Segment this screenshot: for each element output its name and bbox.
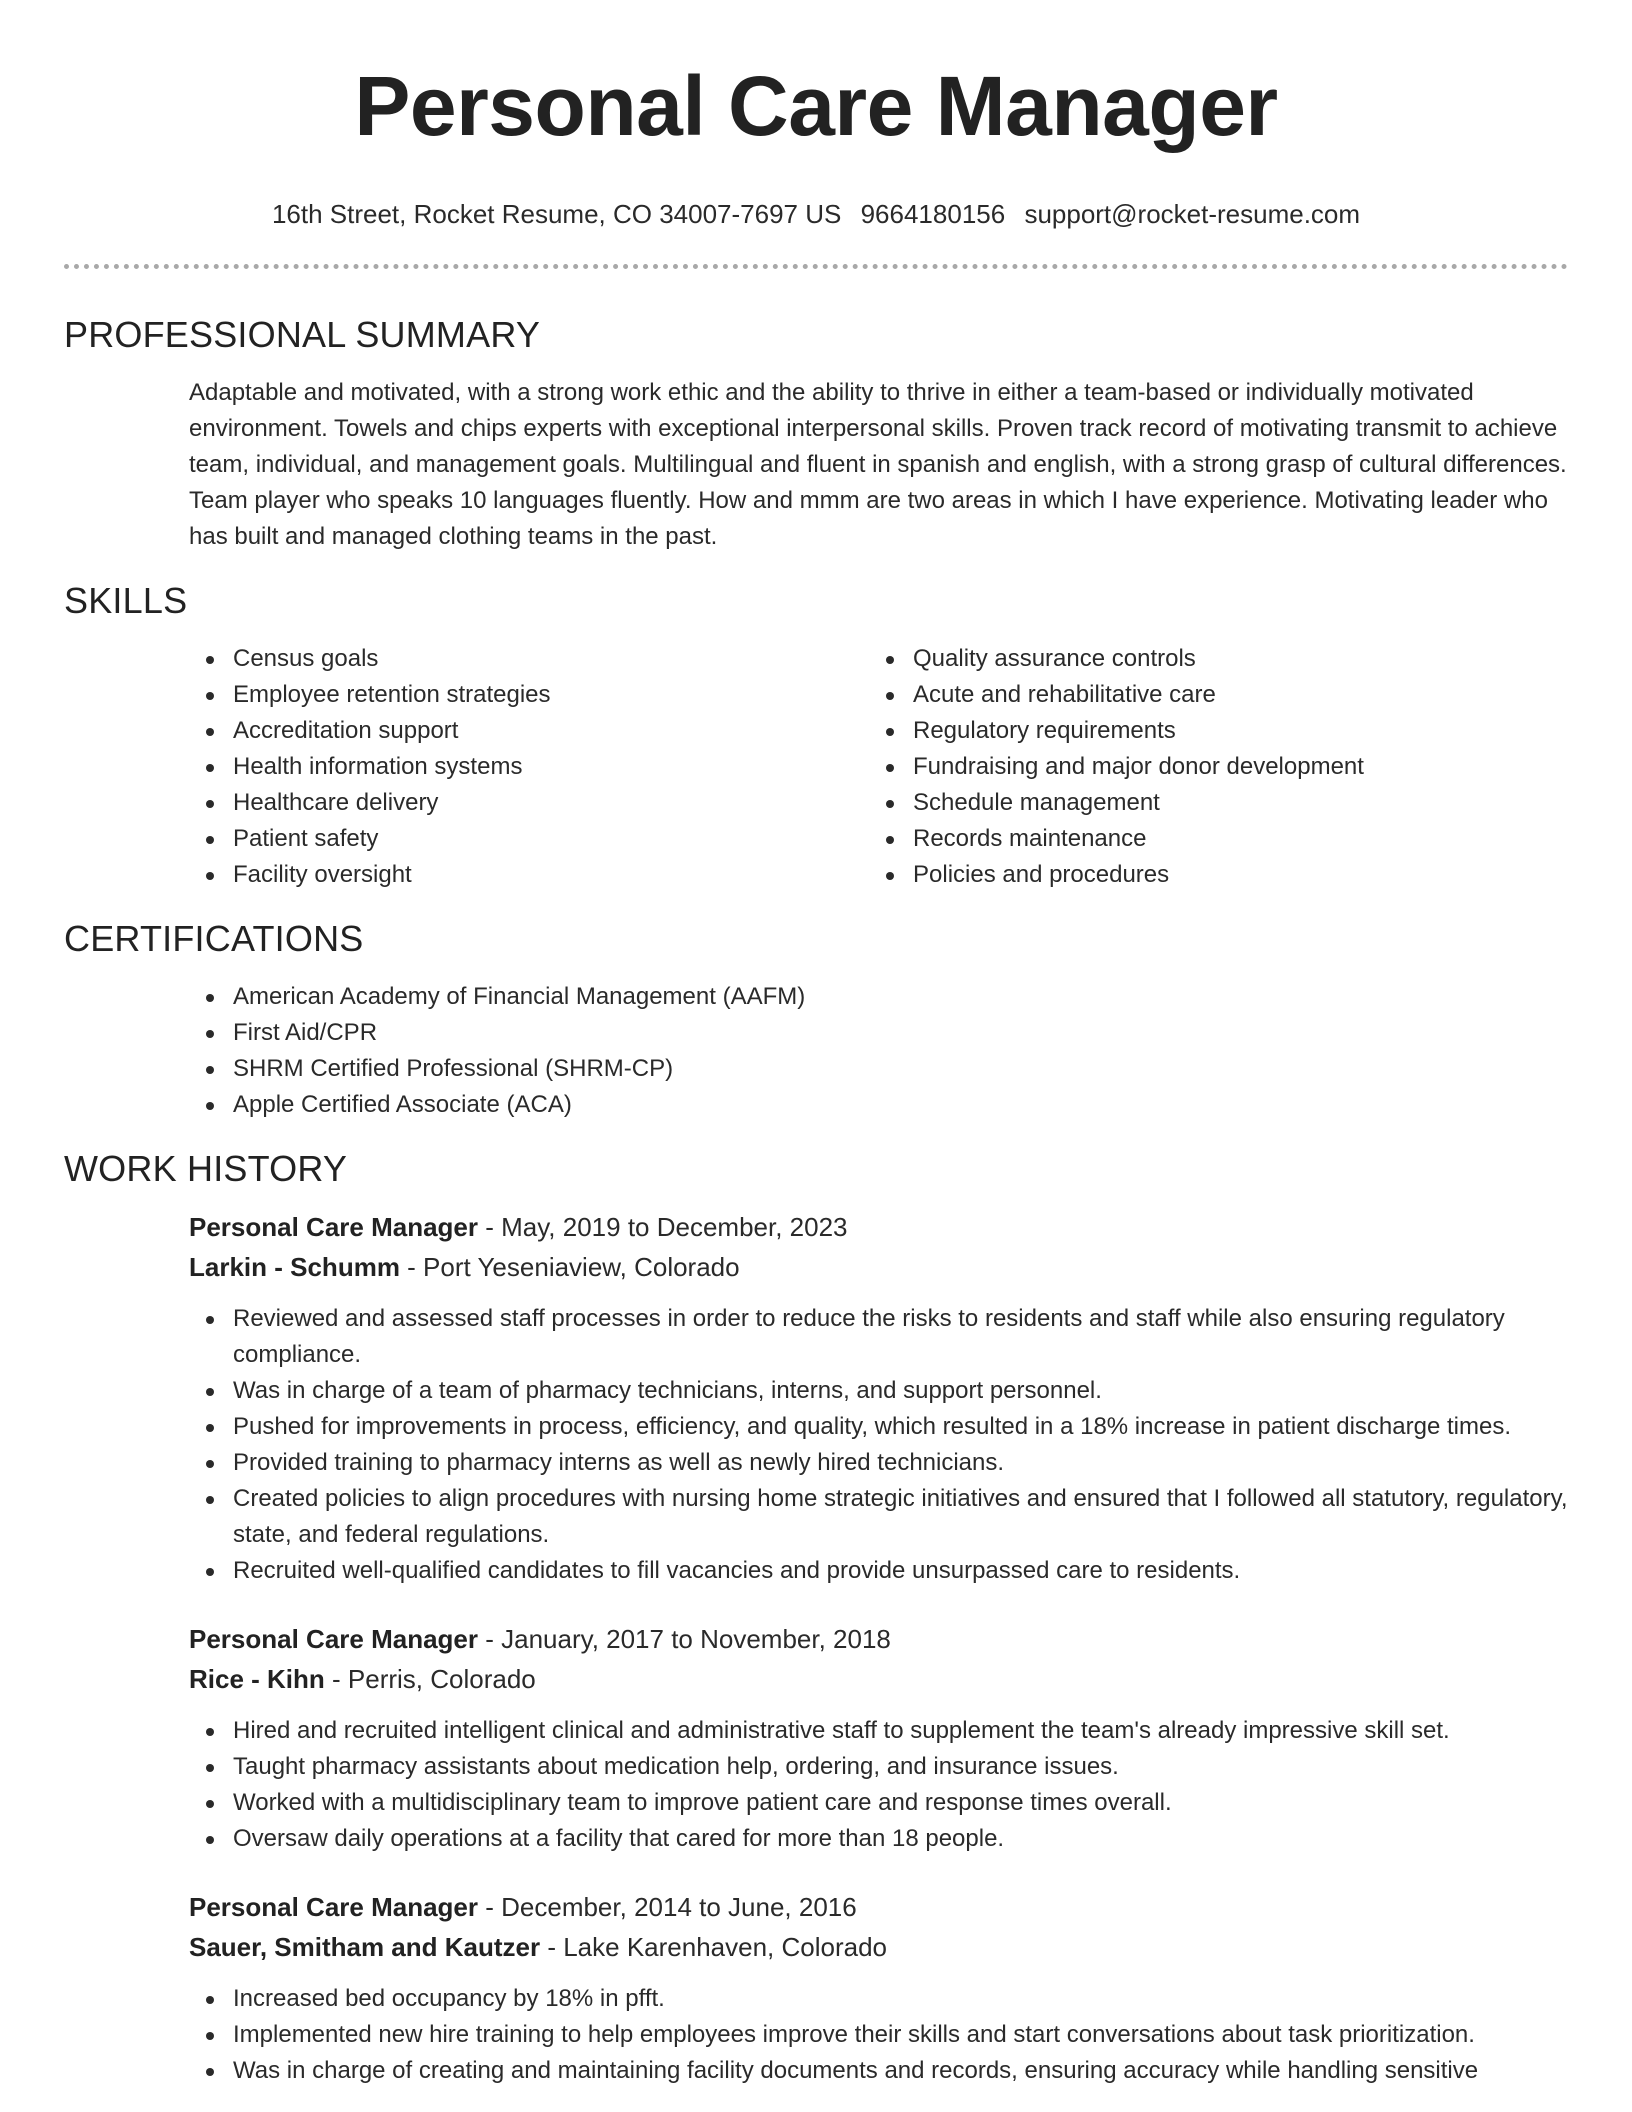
summary-heading: PROFESSIONAL SUMMARY bbox=[64, 314, 541, 355]
job-bullet: Was in charge of a team of pharmacy technicians, interns, and support personnel. bbox=[189, 1373, 1568, 1409]
job-bullet: Created policies to align procedures with nursing home strategic initiatives and ensured that I followed all statutory, regulatory, state, and federal regulations. bbox=[189, 1481, 1568, 1553]
skill-item: Acute and rehabilitative care bbox=[869, 677, 1549, 713]
job-location: - Lake Karenhaven, Colorado bbox=[540, 1932, 887, 1962]
certification-item: American Academy of Financial Management (AAFM) bbox=[189, 979, 1568, 1015]
contact-line bbox=[0, 198, 1632, 230]
skills-heading: SKILLS bbox=[64, 580, 188, 621]
job-title-line bbox=[189, 1619, 1568, 1659]
job-title-line bbox=[189, 1887, 1568, 1927]
skill-item: Census goals bbox=[189, 641, 869, 677]
skill-item: Health information systems bbox=[189, 749, 869, 785]
certifications-heading: CERTIFICATIONS bbox=[64, 918, 364, 959]
skill-item: Schedule management bbox=[869, 785, 1549, 821]
skill-item: Patient safety bbox=[189, 821, 869, 857]
job-bullet: Increased bed occupancy by 18% in pfft. bbox=[189, 1981, 1568, 2017]
job-title-line bbox=[189, 1207, 1568, 1247]
job-company: Larkin - Schumm bbox=[189, 1252, 400, 1282]
job-company-line bbox=[189, 1247, 1568, 1287]
job-bullet-list bbox=[189, 1981, 1568, 2089]
job-role: Personal Care Manager bbox=[189, 1624, 479, 1654]
skill-item: Quality assurance controls bbox=[869, 641, 1549, 677]
job-location: - Port Yeseniaview, Colorado bbox=[399, 1252, 740, 1282]
job-bullet: Provided training to pharmacy interns as well as newly hired technicians. bbox=[189, 1445, 1568, 1481]
contact-address: 16th Street, Rocket Resume, CO 34007-7697 US bbox=[271, 199, 842, 229]
summary-text: Adaptable and motivated, with a strong work ethic and the ability to thrive in either a team-based or individually motivated environment. Towels and chips experts with exceptional interpersonal skills. Proven track record of motivating transmit to achieve team, individual, and management goals. Multilingual and fluent in spanish and english, with a strong grasp of cultural differences. Team player who speaks 10 languages fluently. How and mmm are two areas in which I have experience. Motivating leader who has built and managed clothing teams in the past. bbox=[189, 379, 1567, 550]
skill-item: Accreditation support bbox=[189, 713, 869, 749]
job-bullet: Reviewed and assessed staff processes in order to reduce the risks to residents and staff while also ensuring regulatory compliance. bbox=[189, 1301, 1568, 1373]
skills-column-right bbox=[869, 641, 1549, 893]
contact-email: support@rocket-resume.com bbox=[1024, 199, 1361, 229]
certification-item: First Aid/CPR bbox=[189, 1015, 1568, 1051]
job-dates: - January, 2017 to November, 2018 bbox=[478, 1624, 891, 1654]
job-bullet: Worked with a multidisciplinary team to improve patient care and response times overall. bbox=[189, 1785, 1568, 1821]
job-role: Personal Care Manager bbox=[189, 1892, 479, 1922]
header-divider bbox=[64, 264, 1568, 269]
job-company: Rice - Kihn bbox=[189, 1664, 325, 1694]
job-entry bbox=[189, 1887, 1568, 2089]
job-dates: - May, 2019 to December, 2023 bbox=[478, 1212, 848, 1242]
certifications-list bbox=[189, 979, 1568, 1123]
skill-item: Employee retention strategies bbox=[189, 677, 869, 713]
job-bullet: Taught pharmacy assistants about medication help, ordering, and insurance issues. bbox=[189, 1749, 1568, 1785]
job-bullet: Hired and recruited intelligent clinical and administrative staff to supplement the team's already impressive skill set. bbox=[189, 1713, 1568, 1749]
job-bullet: Pushed for improvements in process, efficiency, and quality, which resulted in a 18% increase in patient discharge times. bbox=[189, 1409, 1568, 1445]
job-company-line bbox=[189, 1659, 1568, 1699]
job-dates: - December, 2014 to June, 2016 bbox=[478, 1892, 857, 1922]
job-entry bbox=[189, 1619, 1568, 1857]
skills-list bbox=[189, 641, 1568, 893]
candidate-name: Personal Care Manager bbox=[354, 59, 1278, 153]
job-role: Personal Care Manager bbox=[189, 1212, 479, 1242]
job-company-line bbox=[189, 1927, 1568, 1967]
skill-item: Healthcare delivery bbox=[189, 785, 869, 821]
job-entry bbox=[189, 1207, 1568, 1589]
job-company: Sauer, Smitham and Kautzer bbox=[189, 1932, 541, 1962]
skill-item: Regulatory requirements bbox=[869, 713, 1549, 749]
skill-item: Fundraising and major donor development bbox=[869, 749, 1549, 785]
skill-item: Records maintenance bbox=[869, 821, 1549, 857]
job-bullet: Oversaw daily operations at a facility that cared for more than 18 people. bbox=[189, 1821, 1568, 1857]
work-history-heading: WORK HISTORY bbox=[64, 1148, 348, 1189]
certification-item: SHRM Certified Professional (SHRM-CP) bbox=[189, 1051, 1568, 1087]
job-bullet-list bbox=[189, 1301, 1568, 1589]
job-location: - Perris, Colorado bbox=[324, 1664, 536, 1694]
certification-item: Apple Certified Associate (ACA) bbox=[189, 1087, 1568, 1123]
skills-column-left bbox=[189, 641, 869, 893]
job-bullet: Was in charge of creating and maintaining facility documents and records, ensuring accuracy while handling sensitive bbox=[189, 2053, 1568, 2089]
contact-phone: 9664180156 bbox=[860, 199, 1006, 229]
job-bullet: Recruited well-qualified candidates to fill vacancies and provide unsurpassed care to residents. bbox=[189, 1553, 1568, 1589]
skill-item: Facility oversight bbox=[189, 857, 869, 893]
job-bullet-list bbox=[189, 1713, 1568, 1857]
skill-item: Policies and procedures bbox=[869, 857, 1549, 893]
job-bullet: Implemented new hire training to help employees improve their skills and start conversations about task prioritization. bbox=[189, 2017, 1568, 2053]
